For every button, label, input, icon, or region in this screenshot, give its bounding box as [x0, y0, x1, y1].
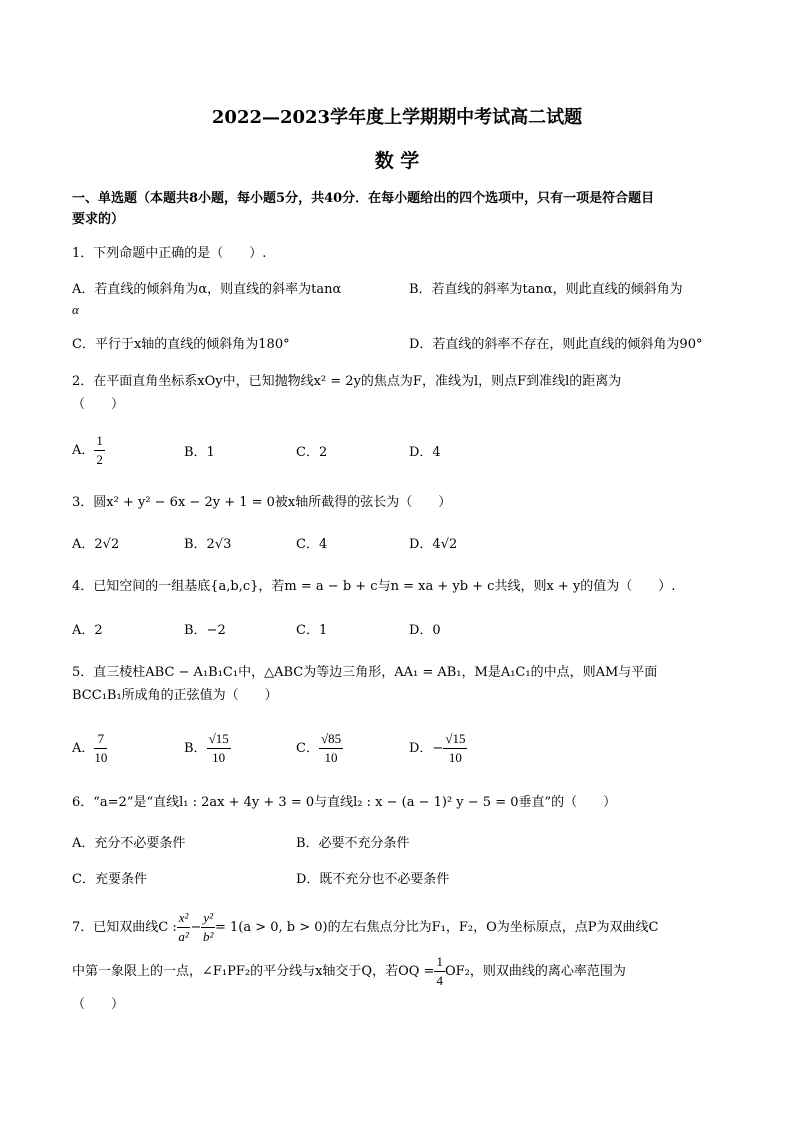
q4-option-c: C．1: [296, 623, 328, 638]
q6-option-a: A．充分不必要条件: [72, 836, 186, 851]
q5-option-c-label: C．: [296, 741, 319, 756]
q4-option-a: A．2: [72, 623, 103, 638]
q3-option-d: D．4√2: [409, 537, 458, 552]
q2-stem-cont: （ ）: [72, 397, 125, 412]
q2-option-a-num: 1: [94, 432, 105, 451]
section-heading-line1: 一、单选题（本题共8小题，每小题5分，共40分．在每小题给出的四个选项中，只有一项是符合题目: [72, 191, 655, 206]
q2-option-a-fraction: [94, 432, 105, 469]
q2-option-a-den: 2: [96, 452, 103, 467]
q7-fraction-y-den: b²: [202, 929, 214, 944]
q2-option-b: B．1: [184, 445, 215, 460]
q2-stem: 2．在平面直角坐标系xOy中，已知抛物线x² = 2y的焦点为F，准线为l，则点F到准线l的距离为: [72, 374, 622, 389]
subject-title: 数 学: [374, 150, 420, 172]
q5-option-d-den: 10: [448, 750, 462, 765]
q2-option-c: C．2: [296, 445, 328, 460]
section-heading-line2: 要求的）: [72, 212, 125, 227]
q5-option-c: [296, 730, 343, 767]
q4-option-d: D．0: [409, 623, 441, 638]
q5-option-a: [72, 730, 107, 767]
q7-line3: （ ）: [72, 997, 125, 1012]
q7-fraction-quarter-num: 1: [434, 953, 445, 972]
q7-suffix: = 1(a > 0, b > 0)的左右焦点分比为F₁，F₂，O为坐标原点，点P为双曲线C: [214, 920, 659, 935]
q5-option-d: [409, 730, 467, 767]
q1-stem: 1．下列命题中正确的是（ ）.: [72, 246, 267, 261]
q5-option-b-den: 10: [212, 750, 226, 765]
q7-minus: −: [190, 920, 202, 935]
q5-option-c-den: 10: [324, 750, 338, 765]
q5-option-c-fraction: [319, 730, 343, 767]
q6-stem: 6．“a=2”是“直线l₁ : 2ax + 4y + 3 = 0与直线l₂ : x − (a − 1)² y − 5 = 0垂直”的（ ）: [72, 795, 617, 810]
q1-option-c: C．平行于x轴的直线的倾斜角为180°: [72, 337, 290, 352]
q1-option-a: A．若直线的倾斜角为α，则直线的斜率为tanα: [72, 282, 342, 297]
q3-option-a: A．2√2: [72, 537, 120, 552]
q6-option-c: C．充要条件: [72, 872, 147, 887]
q5-option-a-label: A．: [72, 741, 95, 756]
q7-fraction-quarter-den: 4: [436, 973, 443, 988]
q7-line2: [72, 953, 626, 990]
q5-option-a-num: 7: [94, 730, 107, 749]
q5-stem-cont: BCC₁B₁所成角的正弦值为（ ）: [72, 688, 278, 703]
q2-option-d: D．4: [409, 445, 441, 460]
q4-option-b: B．−2: [184, 623, 226, 638]
q7-fraction-quarter: [434, 953, 445, 990]
q6-option-b: B．必要不充分条件: [296, 836, 410, 851]
q7-line2-prefix: 中第一象限上的一点，∠F₁PF₂的平分线与x轴交于Q，若OQ =: [72, 964, 435, 979]
q2-option-a-label: A．: [72, 443, 95, 458]
q5-stem: 5．直三棱柱ABC − A₁B₁C₁中，△ABC为等边三角形，AA₁ = AB₁，M是A₁C₁的中点，则AM与平面: [72, 665, 658, 680]
q1-option-d: D．若直线的斜率不存在，则此直线的倾斜角为90°: [409, 337, 703, 352]
q5-option-a-fraction: [94, 730, 107, 767]
q7-prefix: 7．已知双曲线C :: [72, 920, 177, 935]
exam-title: 2022—2023学年度上学期期中考试高二试题: [211, 107, 583, 128]
q4-stem: 4．已知空间的一组基底{a,b,c}，若m = a − b + c与n = xa + yb + c共线，则x + y的值为（ ）.: [72, 579, 676, 594]
q7-line2-suffix: OF₂，则双曲线的离心率范围为: [444, 964, 626, 979]
q5-option-b-num: √15: [207, 730, 231, 749]
q7-fraction-x-num: x²: [177, 909, 191, 928]
q5-option-c-num: √85: [319, 730, 343, 749]
q5-option-d-label: D．−: [409, 741, 444, 756]
q1-option-b: B．若直线的斜率为tanα，则此直线的倾斜角为: [409, 282, 683, 297]
q7-fraction-y-num: y²: [201, 909, 215, 928]
q1-option-b-wrap: α: [72, 302, 79, 317]
q7-fraction-x: [177, 909, 191, 946]
q6-option-d: D．既不充分也不必要条件: [296, 872, 450, 887]
q5-option-b: [184, 730, 231, 767]
q5-option-d-num: √15: [443, 730, 467, 749]
q5-option-b-label: B．: [184, 741, 207, 756]
q7-fraction-y: [201, 909, 215, 946]
q2-option-a: [72, 432, 105, 469]
q7-line1: [72, 909, 658, 946]
q3-stem: 3．圆x² + y² − 6x − 2y + 1 = 0被x轴所截得的弦长为（ ）: [72, 495, 452, 510]
q3-option-c: C．4: [296, 537, 328, 552]
q5-option-a-den: 10: [94, 750, 108, 765]
q3-option-b: B．2√3: [184, 537, 232, 552]
q7-fraction-x-den: a²: [178, 929, 189, 944]
q5-option-d-fraction: [443, 730, 467, 767]
q5-option-b-fraction: [207, 730, 231, 767]
